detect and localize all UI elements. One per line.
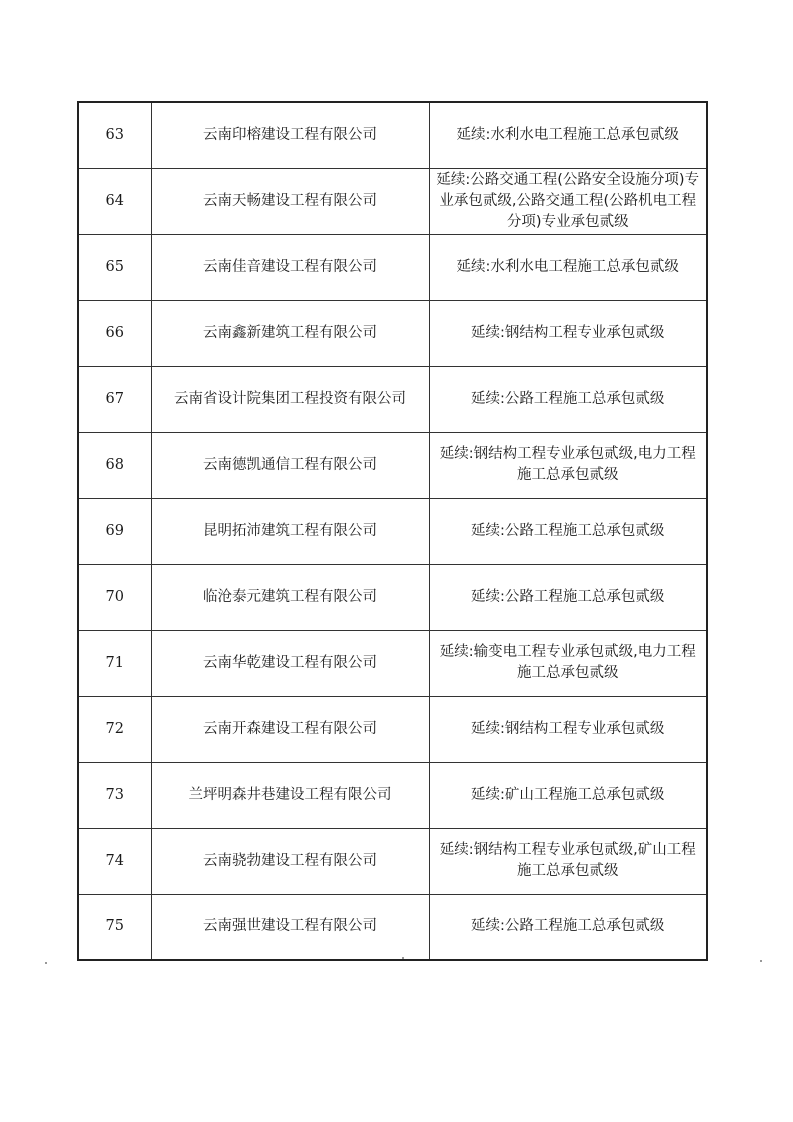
table-row	[78, 894, 707, 960]
qualification-cell: 延续:矿山工程施工总承包贰级	[429, 762, 707, 828]
company-name-cell: 云南天畅建设工程有限公司	[151, 168, 429, 234]
company-name-cell: 昆明拓沛建筑工程有限公司	[151, 498, 429, 564]
table-row	[78, 696, 707, 762]
qualification-cell: 延续:钢结构工程专业承包贰级,电力工程施工总承包贰级	[429, 432, 707, 498]
table-row	[78, 762, 707, 828]
table-row	[78, 630, 707, 696]
row-number-cell: 65	[78, 234, 151, 300]
qualification-cell: 延续:钢结构工程专业承包贰级	[429, 696, 707, 762]
qualification-cell: 延续:公路工程施工总承包贰级	[429, 498, 707, 564]
row-number-cell: 68	[78, 432, 151, 498]
row-number-cell: 73	[78, 762, 151, 828]
row-number-cell: 66	[78, 300, 151, 366]
row-number-cell: 74	[78, 828, 151, 894]
row-number-cell: 71	[78, 630, 151, 696]
row-number-cell: 69	[78, 498, 151, 564]
row-number-cell: 63	[78, 102, 151, 168]
qualification-cell: 延续:钢结构工程专业承包贰级,矿山工程施工总承包贰级	[429, 828, 707, 894]
qualification-cell: 延续:公路工程施工总承包贰级	[429, 366, 707, 432]
qualification-cell: 延续:输变电工程专业承包贰级,电力工程施工总承包贰级	[429, 630, 707, 696]
table-row	[78, 432, 707, 498]
qualification-cell: 延续:公路交通工程(公路安全设施分项)专业承包贰级,公路交通工程(公路机电工程分项)专业承包贰级	[429, 168, 707, 234]
qualification-cell: 延续:水利水电工程施工总承包贰级	[429, 102, 707, 168]
qualification-cell: 延续:水利水电工程施工总承包贰级	[429, 234, 707, 300]
company-name-cell: 云南开森建设工程有限公司	[151, 696, 429, 762]
row-number-cell: 70	[78, 564, 151, 630]
table-row	[78, 102, 707, 168]
table-row	[78, 828, 707, 894]
table-row	[78, 234, 707, 300]
company-name-cell: 云南鑫新建筑工程有限公司	[151, 300, 429, 366]
scan-speck	[760, 960, 762, 962]
qualification-table	[77, 101, 708, 961]
company-name-cell: 云南华乾建设工程有限公司	[151, 630, 429, 696]
qualification-cell: 延续:公路工程施工总承包贰级	[429, 894, 707, 960]
company-name-cell: 云南省设计院集团工程投资有限公司	[151, 366, 429, 432]
scan-speck	[45, 962, 47, 964]
company-name-cell: 兰坪明森井巷建设工程有限公司	[151, 762, 429, 828]
qualification-cell: 延续:公路工程施工总承包贰级	[429, 564, 707, 630]
qualification-cell: 延续:钢结构工程专业承包贰级	[429, 300, 707, 366]
row-number-cell: 72	[78, 696, 151, 762]
table-body	[78, 102, 707, 960]
company-name-cell: 云南德凯通信工程有限公司	[151, 432, 429, 498]
table-row	[78, 498, 707, 564]
table-row	[78, 168, 707, 234]
table-row	[78, 300, 707, 366]
row-number-cell: 75	[78, 894, 151, 960]
company-name-cell: 云南佳音建设工程有限公司	[151, 234, 429, 300]
row-number-cell: 67	[78, 366, 151, 432]
table-row	[78, 564, 707, 630]
company-name-cell: 云南骁勃建设工程有限公司	[151, 828, 429, 894]
company-name-cell: 临沧泰元建筑工程有限公司	[151, 564, 429, 630]
scan-speck	[402, 957, 404, 959]
row-number-cell: 64	[78, 168, 151, 234]
company-name-cell: 云南印榕建设工程有限公司	[151, 102, 429, 168]
table-row	[78, 366, 707, 432]
company-name-cell: 云南强世建设工程有限公司	[151, 894, 429, 960]
